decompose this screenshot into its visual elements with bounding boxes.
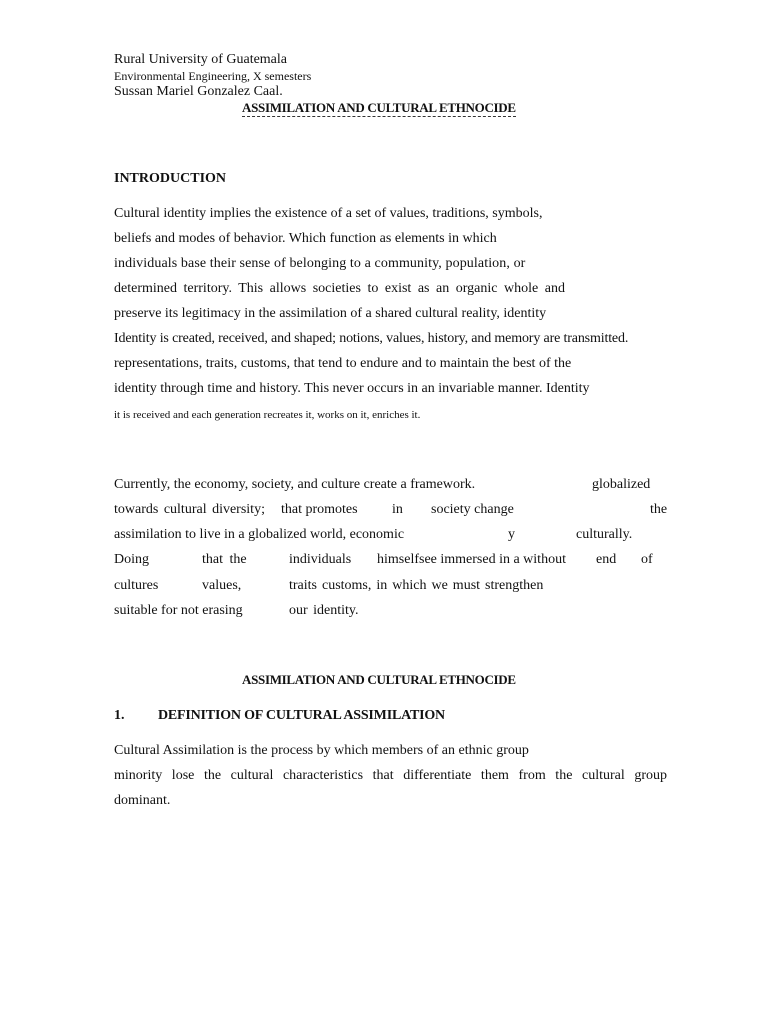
intro-line: individuals base their sense of belonging to a community, population, or <box>114 256 526 271</box>
introduction-heading: INTRODUCTION <box>114 171 227 186</box>
document-title-text: ASSIMILATION AND CULTURAL ETHNOCIDE <box>242 100 516 115</box>
globalization-text: culturally. <box>576 527 633 542</box>
intro-line: identity through time and history. This never occurs in an invariable manner. Identity <box>114 381 590 396</box>
globalization-text: traits customs, in which we must strengthen <box>289 578 544 593</box>
definition-line: minority lose the cultural characteristics that differentiate them from the cultural group <box>114 768 667 783</box>
definition-line: dominant. <box>114 793 171 808</box>
author-name: Sussan Mariel Gonzalez Caal. <box>114 84 283 99</box>
intro-line: preserve its legitimacy in the assimilation of a shared cultural reality, identity <box>114 306 547 321</box>
globalization-text: y <box>508 527 515 542</box>
globalization-text: assimilation to live in a globalized world, economic <box>114 527 405 542</box>
globalization-text: values, <box>202 578 242 593</box>
intro-line: it is received and each generation recreates it, works on it, enriches it. <box>114 409 421 421</box>
section-heading: ASSIMILATION AND CULTURAL ETHNOCIDE <box>242 672 516 687</box>
globalization-text: end <box>596 552 617 567</box>
globalization-text: Doing <box>114 552 149 567</box>
intro-line: Identity is created, received, and shaped; notions, values, history, and memory are transmitted. <box>114 331 629 346</box>
intro-line: Cultural identity implies the existence of a set of values, traditions, symbols, <box>114 206 543 221</box>
globalization-text: himselfsee immersed in a without <box>377 552 566 567</box>
globalization-text: towards cultural diversity; <box>114 502 265 517</box>
subsection-number: 1. <box>114 708 125 723</box>
globalization-text: suitable for not erasing <box>114 603 243 618</box>
institution-name: Rural University of Guatemala <box>114 52 288 67</box>
intro-line: representations, traits, customs, that tend to endure and to maintain the best of the <box>114 356 572 371</box>
globalization-text: that promotes <box>281 502 358 517</box>
globalization-text: in <box>392 502 403 517</box>
intro-line: determined territory. This allows societies to exist as an organic whole and <box>114 281 565 296</box>
program-name: Environmental Engineering, X semesters <box>114 69 312 83</box>
subsection-title: DEFINITION OF CULTURAL ASSIMILATION <box>158 708 445 723</box>
globalization-text: the <box>650 502 668 517</box>
globalization-text: Currently, the economy, society, and culture create a framework. <box>114 477 476 492</box>
globalization-text: that the <box>202 552 247 567</box>
globalization-text: our identity. <box>289 603 359 618</box>
document-title <box>242 99 516 117</box>
definition-line: Cultural Assimilation is the process by which members of an ethnic group <box>114 743 529 758</box>
globalization-text: cultures <box>114 578 159 593</box>
intro-line: beliefs and modes of behavior. Which function as elements in which <box>114 231 497 246</box>
globalization-text: individuals <box>289 552 352 567</box>
globalization-text: of <box>641 552 653 567</box>
globalization-text: society change <box>431 502 514 517</box>
globalization-text: globalized <box>592 477 651 492</box>
